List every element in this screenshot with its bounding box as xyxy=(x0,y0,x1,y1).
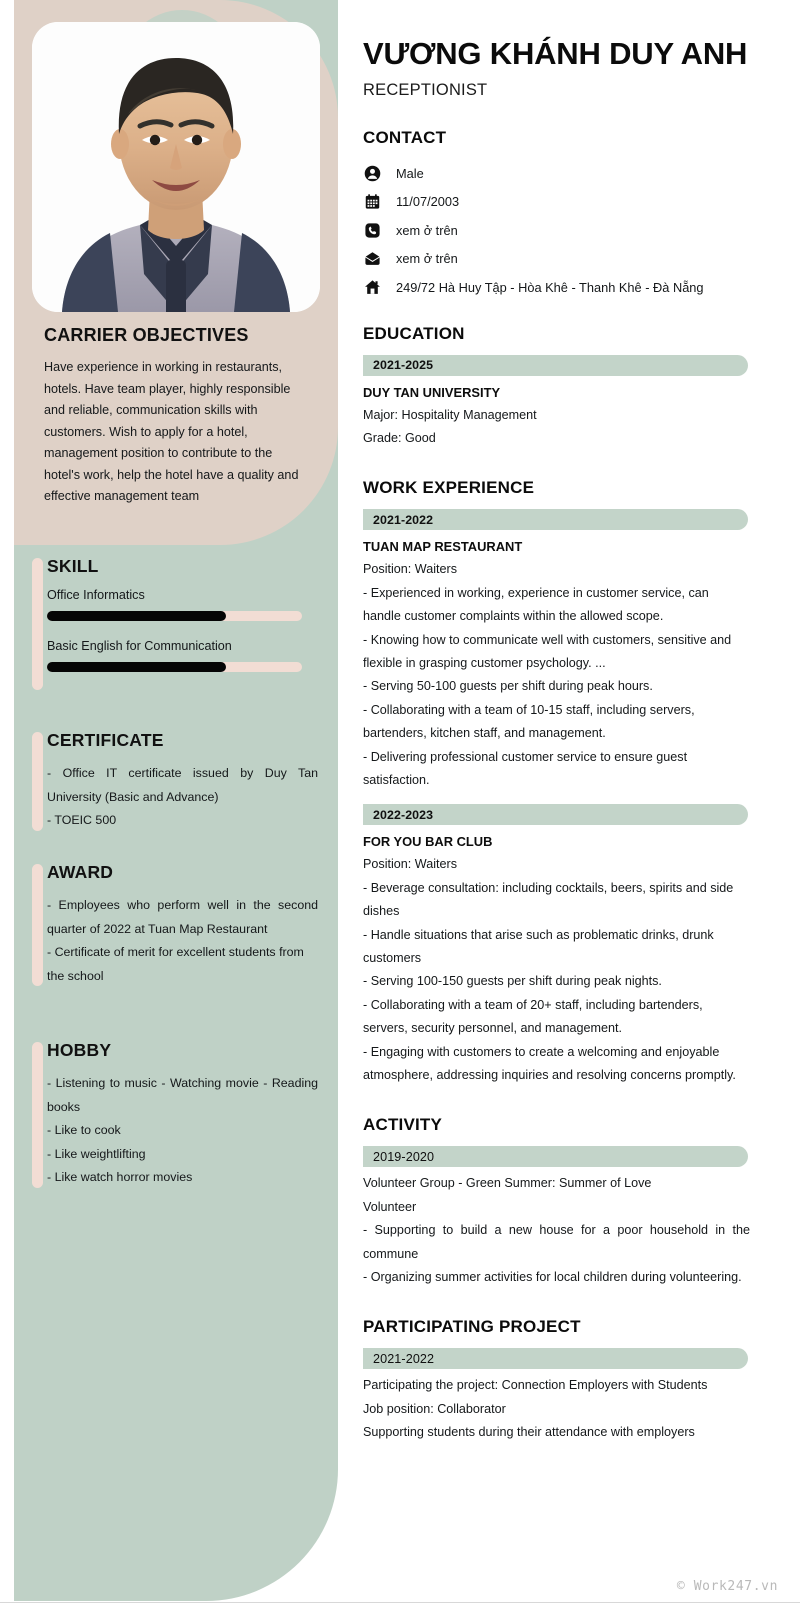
skill-title: SKILL xyxy=(47,556,99,576)
education-line: Grade: Good xyxy=(363,430,436,445)
work-bullet: - Serving 100-150 guests per shift during peak nights. xyxy=(363,974,662,989)
work-period: 2022-2023 xyxy=(373,807,434,822)
job-role: RECEPTIONIST xyxy=(363,81,488,99)
contact-title: CONTACT xyxy=(363,128,447,147)
portrait-photo-icon xyxy=(32,22,320,312)
skill-item xyxy=(47,639,318,672)
project-line: Job position: Collaborator xyxy=(363,1401,506,1416)
skill-name: Basic English for Communication xyxy=(47,639,232,653)
phone-icon xyxy=(363,221,382,240)
activity-line: Volunteer xyxy=(363,1199,417,1214)
contact-value: 11/07/2003 xyxy=(396,194,460,210)
certificate-line: - Office IT certificate issued by Duy Tan University (Basic and Advance) xyxy=(47,766,318,804)
person-icon xyxy=(363,164,382,183)
work-entry xyxy=(363,804,763,1087)
page-title: VƯƠNG KHÁNH DUY ANH xyxy=(363,36,748,71)
education-period-badge xyxy=(363,355,748,376)
participating-project-title: PARTICIPATING PROJECT xyxy=(363,1317,581,1337)
skill-item xyxy=(47,588,318,621)
home-icon xyxy=(363,278,382,297)
certificate-title: CERTIFICATE xyxy=(47,730,164,750)
avatar xyxy=(32,22,320,312)
footer-divider xyxy=(0,1602,800,1603)
contact-row xyxy=(363,216,763,245)
contact-value: Male xyxy=(396,165,424,181)
contact-row xyxy=(363,159,763,188)
section-carrier-objectives xyxy=(14,325,338,508)
work-bullet: - Collaborating with a team of 10-15 staff, including servers, bartenders, kitchen staff, and management. xyxy=(363,702,695,741)
project-period: 2021-2022 xyxy=(373,1351,435,1366)
section-skill xyxy=(14,556,338,692)
contact-value: 249/72 Hà Huy Tập - Hòa Khê - Thanh Khê - Đà Nẵng xyxy=(396,279,704,295)
education-title: EDUCATION xyxy=(363,323,465,343)
certificate-accent-bar xyxy=(32,732,43,831)
award-line: - Certificate of merit for excellent students from the school xyxy=(47,945,304,983)
carrier-objectives-title: CARRIER OBJECTIVES xyxy=(44,325,249,345)
activity-bullet: - Supporting to build a new house for a poor household in the commune xyxy=(363,1223,750,1261)
hobby-line: - Like watch horror movies xyxy=(47,1170,193,1184)
work-bullet: - Handle situations that arise such as problematic drinks, drunk customers xyxy=(363,927,714,965)
sidebar xyxy=(14,0,338,1601)
work-org: FOR YOU BAR CLUB xyxy=(363,834,493,850)
work-experience-title: WORK EXPERIENCE xyxy=(363,478,535,498)
skill-progress-track xyxy=(47,662,302,672)
project-period-badge xyxy=(363,1348,748,1369)
hobby-line: - Like to cook xyxy=(47,1123,121,1137)
award-line: - Employees who perform well in the second quarter of 2022 at Tuan Map Restaurant xyxy=(47,898,318,936)
award-accent-bar xyxy=(32,864,43,986)
hobby-title: HOBBY xyxy=(47,1040,112,1060)
work-position: Position: Waiters xyxy=(363,562,458,577)
work-bullet: - Engaging with customers to create a welcoming and enjoyable atmosphere, addressing inquiries and resolving concerns promptly. xyxy=(363,1044,736,1083)
main-content xyxy=(363,0,763,1445)
skill-progress-fill xyxy=(47,662,226,672)
hobby-line: - Listening to music - Watching movie - Reading books xyxy=(47,1076,318,1114)
activity-period-badge xyxy=(363,1146,748,1167)
section-award xyxy=(14,862,338,988)
skill-accent-bar xyxy=(32,558,43,690)
work-bullet: - Experienced in working, experience in customer service, can handle customer complaints within the allowed scope. xyxy=(363,585,709,624)
certificate-line: - TOEIC 500 xyxy=(47,813,117,827)
work-org: TUAN MAP RESTAURANT xyxy=(363,539,523,555)
activity-period: 2019-2020 xyxy=(373,1149,435,1164)
contact-row xyxy=(363,188,763,217)
carrier-objectives-text: Have experience in working in restaurants, hotels. Have team player, highly responsible and reliable, communication skills with customers. Wish to apply for a hotel, management position to contribute to the hotel's work, help the hotel have a quality and effective management team xyxy=(44,360,299,503)
contact-value: xem ở trên xyxy=(396,251,458,267)
activity-line: Volunteer Group - Green Summer: Summer of Love xyxy=(363,1176,652,1191)
section-hobby xyxy=(14,1040,338,1190)
hobby-line: - Like weightlifting xyxy=(47,1146,146,1161)
envelope-icon xyxy=(363,249,382,268)
skill-name: Office Informatics xyxy=(47,588,145,602)
work-period-badge xyxy=(363,804,748,825)
education-period: 2021-2025 xyxy=(373,358,434,372)
activity-title: ACTIVITY xyxy=(363,1115,443,1135)
work-period: 2021-2022 xyxy=(373,512,434,527)
hobby-accent-bar xyxy=(32,1042,43,1188)
section-certificate xyxy=(14,730,338,833)
watermark: © Work247.vn xyxy=(676,1579,778,1594)
work-period-badge xyxy=(363,509,748,530)
work-position: Position: Waiters xyxy=(363,857,458,872)
work-bullet: - Knowing how to communicate well with customers, sensitive and flexible in grasping customer psychology. ... xyxy=(363,632,732,670)
skill-progress-track xyxy=(47,611,302,621)
activity-bullet: - Organizing summer activities for local children during volunteering. xyxy=(363,1270,742,1285)
work-bullet: - Serving 50-100 guests per shift during peak hours. xyxy=(363,679,653,694)
contact-row xyxy=(363,273,763,302)
contact-value: xem ở trên xyxy=(396,222,458,238)
education-school: DUY TAN UNIVERSITY xyxy=(363,384,501,400)
contact-row xyxy=(363,245,763,274)
education-line: Major: Hospitality Management xyxy=(363,407,537,422)
work-entry xyxy=(363,509,763,792)
work-bullet: - Collaborating with a team of 20+ staff, including bartenders, servers, security personnel, and management. xyxy=(363,997,703,1036)
skill-progress-fill xyxy=(47,611,226,621)
project-line: Supporting students during their attendance with employers xyxy=(363,1425,695,1440)
calendar-icon xyxy=(363,192,382,211)
work-bullet: - Beverage consultation: including cocktails, beers, spirits and side dishes xyxy=(363,880,734,919)
project-line: Participating the project: Connection Employers with Students xyxy=(363,1378,708,1393)
work-bullet: - Delivering professional customer service to ensure guest satisfaction. xyxy=(363,749,688,787)
award-title: AWARD xyxy=(47,862,114,882)
